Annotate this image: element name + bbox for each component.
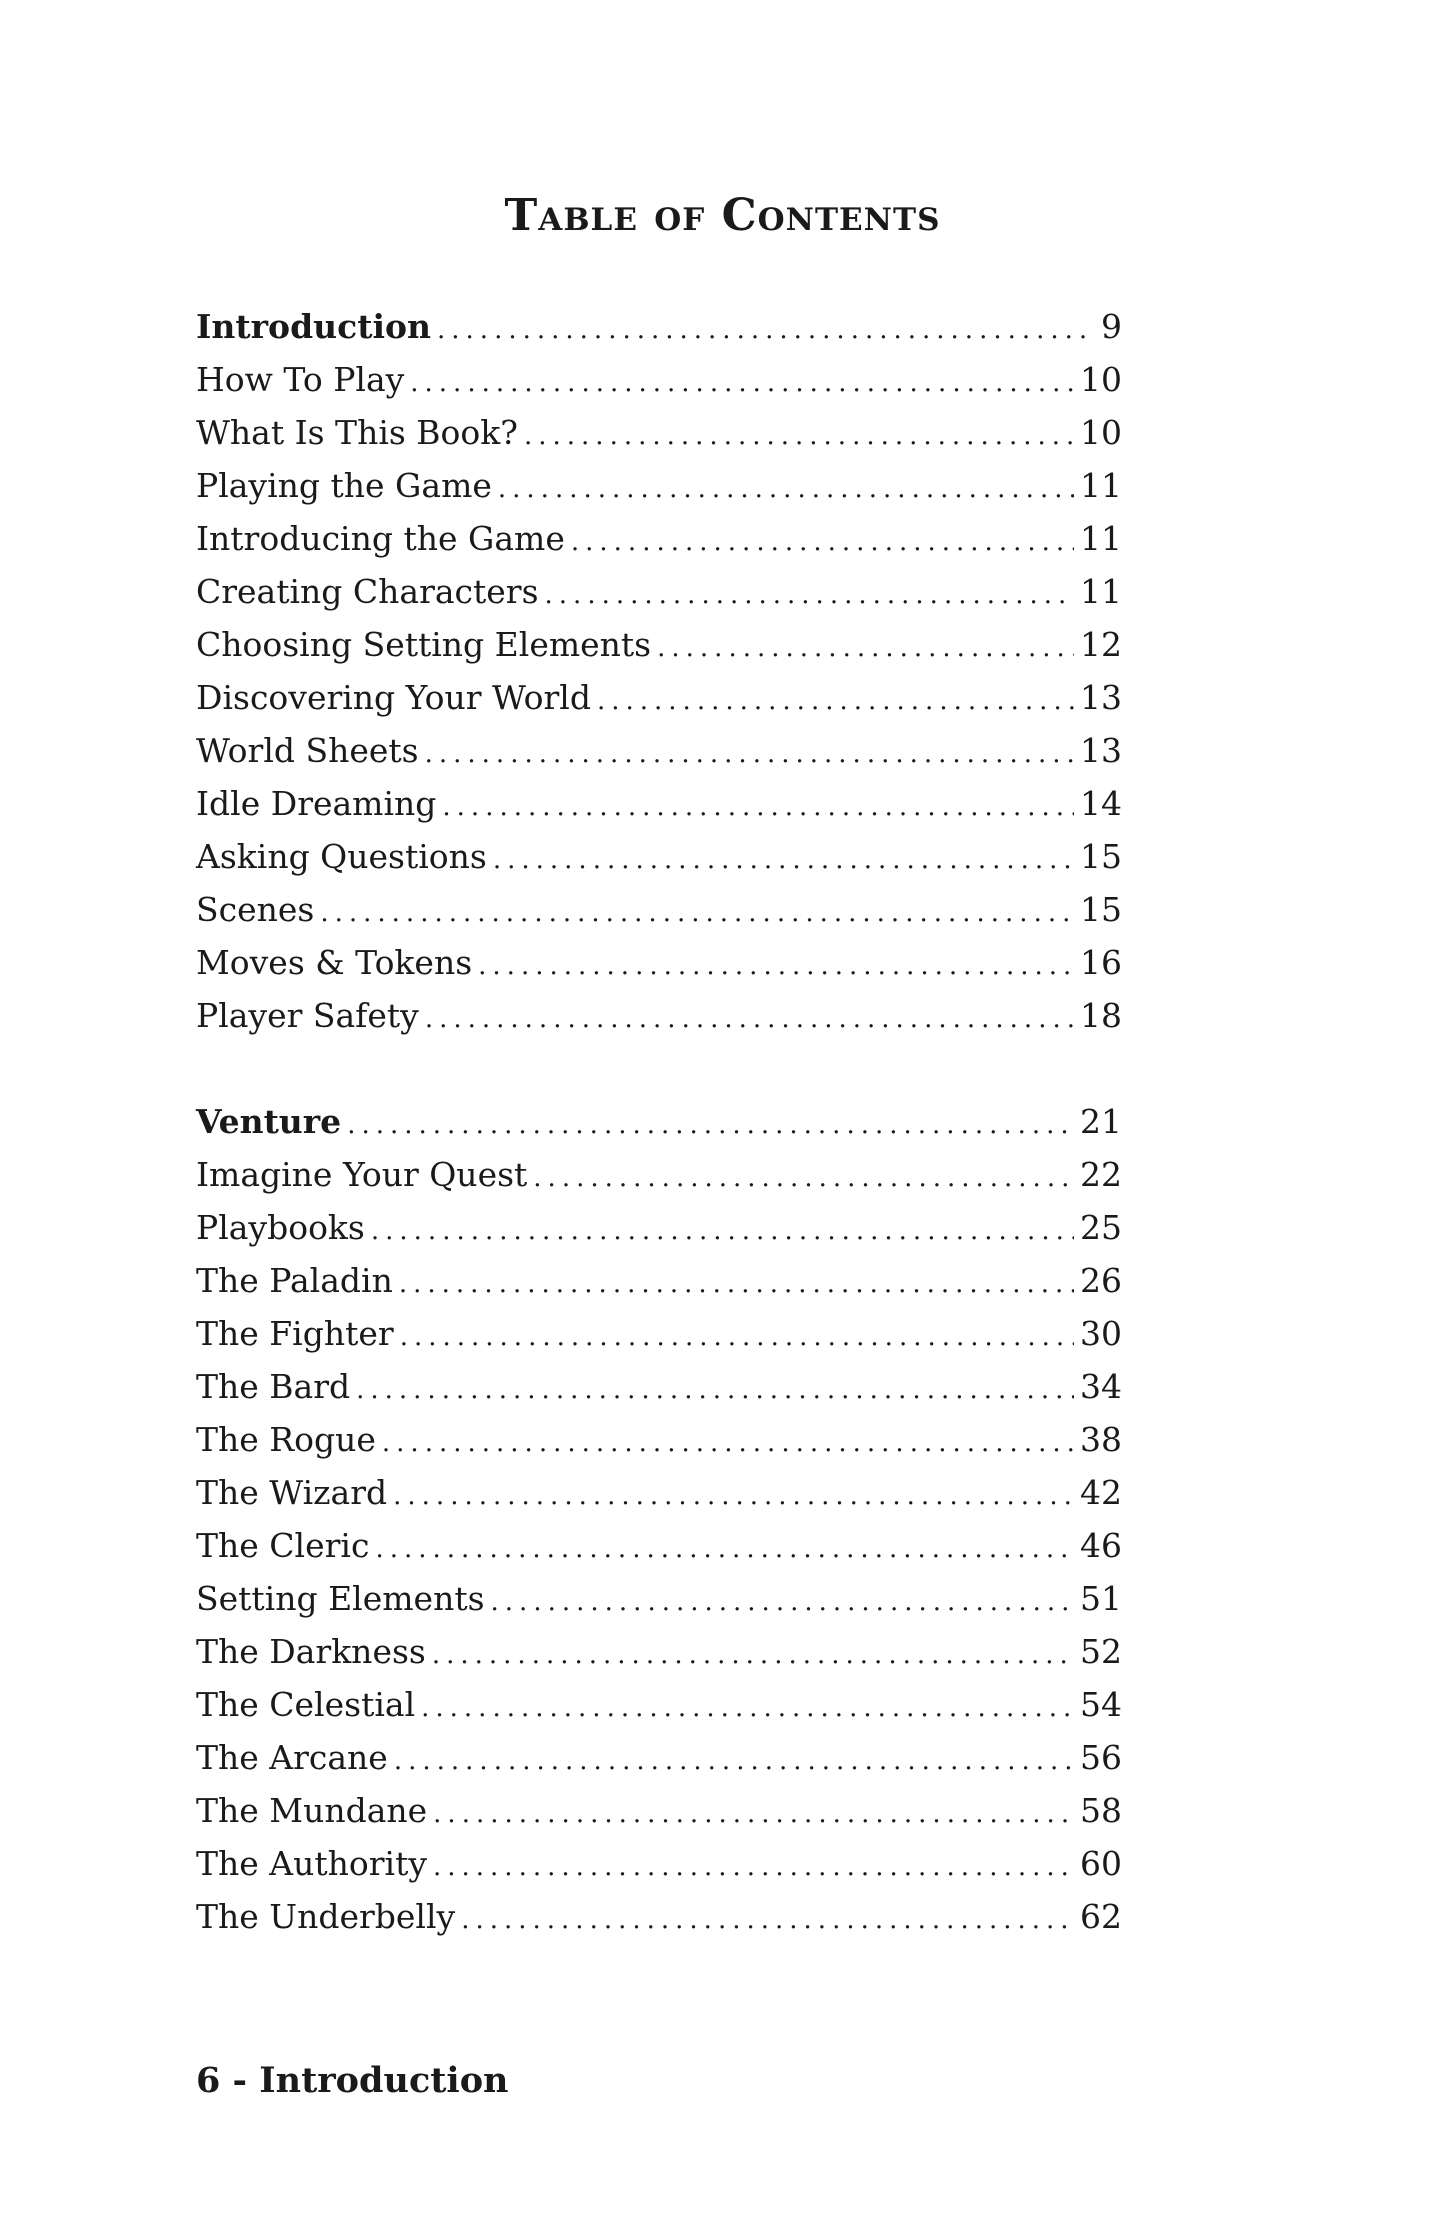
toc-entry[interactable] (196, 1731, 1122, 1784)
page-title: Table of Contents (504, 190, 941, 241)
toc-page-number: 46 (1080, 1526, 1122, 1565)
toc-section-introduction (196, 300, 1122, 1042)
toc-page-number: 38 (1080, 1420, 1122, 1459)
dot-leader (432, 1629, 1074, 1682)
toc-page-number: 10 (1080, 360, 1122, 399)
dot-leader (394, 1735, 1074, 1788)
toc-page-number: 15 (1080, 837, 1122, 876)
toc-entry[interactable] (196, 565, 1122, 618)
dot-leader (597, 675, 1074, 728)
dot-leader (491, 1576, 1074, 1629)
dot-leader (400, 1311, 1074, 1364)
toc-entry[interactable] (196, 830, 1122, 883)
toc-page-number: 13 (1080, 678, 1122, 717)
page-footer: 6 - Introduction (196, 2060, 509, 2101)
dot-leader (433, 1841, 1074, 1894)
toc-entry[interactable] (196, 459, 1122, 512)
toc-entry-title: World Sheets (196, 731, 419, 770)
toc-page-number: 30 (1080, 1314, 1122, 1353)
toc-page-number: 42 (1080, 1473, 1122, 1512)
dot-leader (524, 410, 1074, 463)
toc-entry[interactable] (196, 1784, 1122, 1837)
dot-leader (375, 1523, 1074, 1576)
toc-page-number: 15 (1080, 890, 1122, 929)
toc-page-number: 12 (1080, 625, 1122, 664)
toc-section-heading[interactable] (196, 1095, 1122, 1148)
dot-leader (657, 622, 1074, 675)
dot-leader (421, 1682, 1074, 1735)
toc-page-number: 58 (1080, 1791, 1122, 1830)
toc-entry-title: The Wizard (196, 1473, 388, 1512)
toc-page-number: 11 (1080, 466, 1122, 505)
dot-leader (399, 1258, 1074, 1311)
toc-entry[interactable] (196, 512, 1122, 565)
toc-entry-title: What Is This Book? (196, 413, 518, 452)
toc-page-number: 16 (1080, 943, 1122, 982)
toc-page-number: 11 (1080, 572, 1122, 611)
toc-entry-title: Idle Dreaming (196, 784, 437, 823)
toc-entry-title: The Arcane (196, 1738, 388, 1777)
toc-entry[interactable] (196, 1678, 1122, 1731)
toc-entry[interactable] (196, 1307, 1122, 1360)
toc-entry[interactable] (196, 1519, 1122, 1572)
toc-page-number: 13 (1080, 731, 1122, 770)
toc-entry[interactable] (196, 1360, 1122, 1413)
toc-entry[interactable] (196, 1413, 1122, 1466)
toc-entry-title: Introducing the Game (196, 519, 565, 558)
toc-page-number: 25 (1080, 1208, 1122, 1247)
toc-section-venture (196, 1095, 1122, 1943)
toc-entry-title: The Fighter (196, 1314, 394, 1353)
toc-entry[interactable] (196, 777, 1122, 830)
dot-leader (347, 1099, 1074, 1152)
toc-page-number: 14 (1080, 784, 1122, 823)
dot-leader (493, 834, 1074, 887)
toc-entry-title: Scenes (196, 890, 315, 929)
toc-page-number: 18 (1080, 996, 1122, 1035)
dot-leader (410, 357, 1074, 410)
toc-entry[interactable] (196, 671, 1122, 724)
toc-page-number: 9 (1101, 307, 1122, 346)
toc-entry-title: Introduction (196, 307, 432, 346)
toc-entry-title: Player Safety (196, 996, 419, 1035)
toc-entry-title: How To Play (196, 360, 405, 399)
dot-leader (498, 463, 1074, 516)
toc-page-number: 11 (1080, 519, 1122, 558)
dot-leader (320, 887, 1074, 940)
toc-page-number: 56 (1080, 1738, 1122, 1777)
toc-entry[interactable] (196, 1466, 1122, 1519)
toc-page-number: 22 (1080, 1155, 1122, 1194)
toc-entry-title: The Paladin (196, 1261, 393, 1300)
toc-page-number: 21 (1080, 1102, 1122, 1141)
dot-leader (425, 728, 1074, 781)
dot-leader (425, 993, 1074, 1046)
toc-entry-title: The Bard (196, 1367, 351, 1406)
toc-entry[interactable] (196, 1254, 1122, 1307)
dot-leader (478, 940, 1074, 993)
dot-leader (356, 1364, 1074, 1417)
toc-entry-title: The Celestial (196, 1685, 416, 1724)
toc-entry-title: The Cleric (196, 1526, 370, 1565)
toc-entry[interactable] (196, 406, 1122, 459)
toc-page-number: 62 (1080, 1897, 1122, 1936)
toc-entry-title: Discovering Your World (196, 678, 591, 717)
toc-entry-title: Moves & Tokens (196, 943, 473, 982)
dot-leader (461, 1894, 1074, 1947)
toc-page-number: 60 (1080, 1844, 1122, 1883)
toc-entry-title: The Darkness (196, 1632, 426, 1671)
dot-leader (442, 781, 1074, 834)
toc-entry-title: Asking Questions (196, 837, 487, 876)
dot-leader (545, 569, 1074, 622)
dot-leader (393, 1470, 1074, 1523)
toc-page-number: 26 (1080, 1261, 1122, 1300)
dot-leader (571, 516, 1074, 569)
toc-section-heading[interactable] (196, 300, 1122, 353)
toc-entry[interactable] (196, 724, 1122, 777)
toc-entry-title: Playing the Game (196, 466, 492, 505)
toc-entry[interactable] (196, 989, 1122, 1042)
toc-page-number: 54 (1080, 1685, 1122, 1724)
toc-page-number: 51 (1080, 1579, 1122, 1618)
toc-entry[interactable] (196, 1572, 1122, 1625)
toc-entry-title: Creating Characters (196, 572, 539, 611)
dot-leader (382, 1417, 1074, 1470)
toc-entry[interactable] (196, 936, 1122, 989)
dot-leader (371, 1205, 1074, 1258)
toc-entry-title: The Authority (196, 1844, 427, 1883)
toc-entry-title: The Rogue (196, 1420, 376, 1459)
toc-page-number: 52 (1080, 1632, 1122, 1671)
toc-entry-title: Choosing Setting Elements (196, 625, 652, 664)
toc-entry-title: Setting Elements (196, 1579, 485, 1618)
toc-entry-title: Imagine Your Quest (196, 1155, 528, 1194)
dot-leader (433, 1788, 1074, 1841)
toc-entry[interactable] (196, 1837, 1122, 1890)
toc-entry[interactable] (196, 1890, 1122, 1943)
dot-leader (533, 1152, 1074, 1205)
toc-page-number: 10 (1080, 413, 1122, 452)
toc-entry[interactable] (196, 618, 1122, 671)
toc-page-number: 34 (1080, 1367, 1122, 1406)
toc-entry[interactable] (196, 1201, 1122, 1254)
toc-entry[interactable] (196, 1148, 1122, 1201)
dot-leader (437, 304, 1095, 357)
toc-entry[interactable] (196, 883, 1122, 936)
toc-entry-title: The Mundane (196, 1791, 428, 1830)
toc-entry-title: The Underbelly (196, 1897, 456, 1936)
toc-entry[interactable] (196, 1625, 1122, 1678)
toc-entry-title: Playbooks (196, 1208, 365, 1247)
toc-entry[interactable] (196, 353, 1122, 406)
toc-entry-title: Venture (196, 1102, 342, 1141)
